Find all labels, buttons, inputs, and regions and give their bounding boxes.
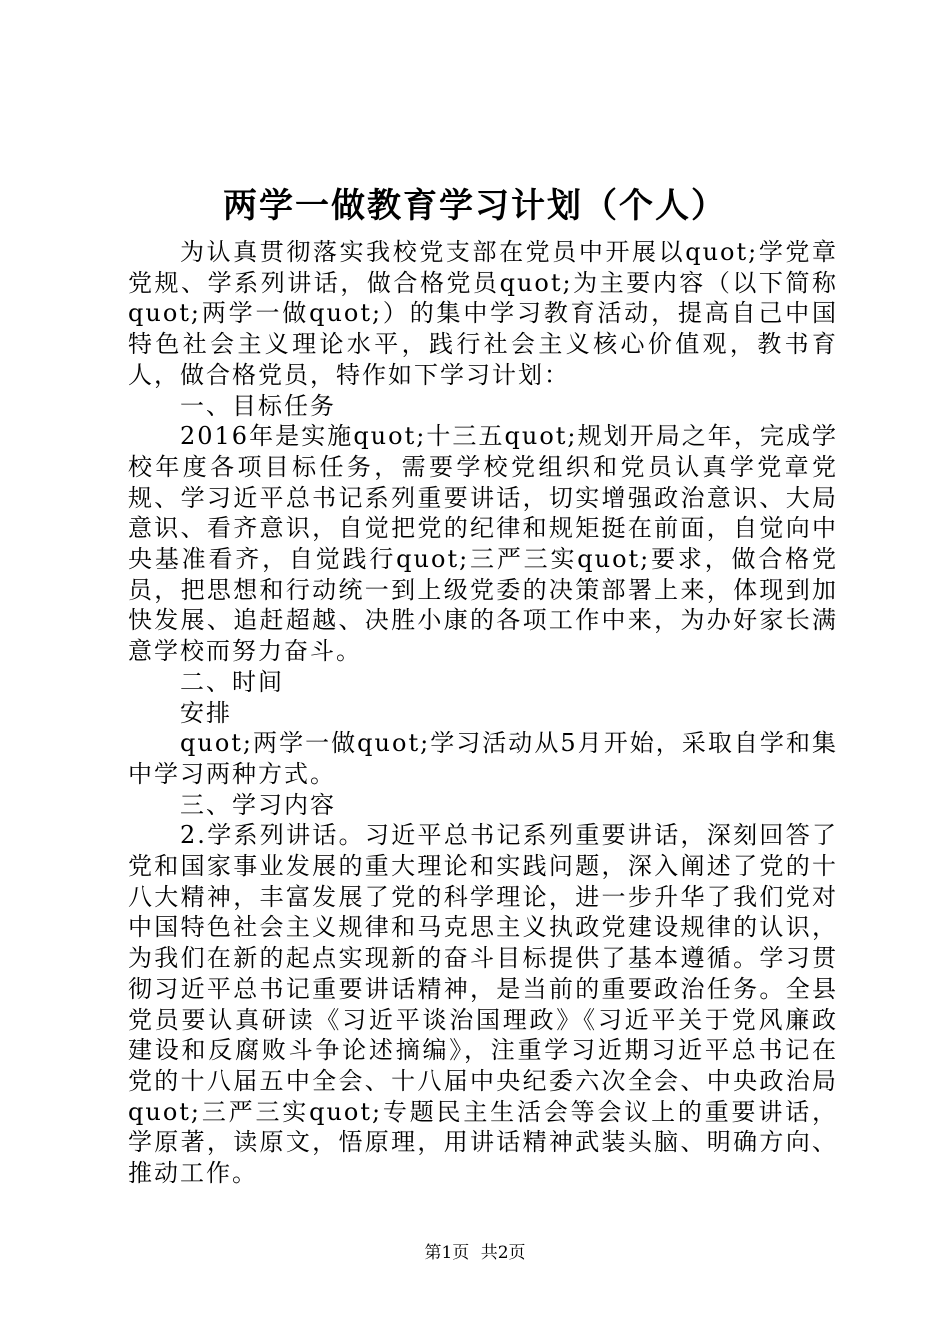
page-total: 共2页 [480,1243,526,1263]
intro-paragraph: 为认真贯彻落实我校党支部在党员中开展以quot;学党章党规、学系列讲话，做合格党员quot;为主要内容（以下简称quot;两学一做quot;）的集中学习教育活动，提高自己中国特色社会主义理论水平，践行社会主义核心价值观，教书育人，做合格党员，特作如下学习计划： [128,238,838,389]
goals-paragraph: 2016年是实施quot;十三五quot;规划开局之年，完成学校年度各项目标任务，需要学校党组织和党员认真学党章党规、学习近平总书记系列重要讲话，切实增强政治意识、大局意识、看齐意识，自觉把党的纪律和规矩挺在前面，自觉向中央基准看齐，自觉践行quot;三严三实quot;要求，做合格党员，把思想和行动统一到上级党委的决策部署上来，体现到加快发展、追赶超越、决胜小康的各项工作中来，为办好家长满意学校而努力奋斗。 [128,422,838,666]
document-body [128,237,838,1189]
page-number: 第1页 [424,1243,470,1263]
section-heading-content: 三、学习内容 [180,790,336,819]
content-paragraph: 2.学系列讲话。习近平总书记系列重要讲话，深刻回答了党和国家事业发展的重大理论和实践问题，深入阐述了党的十八大精神，丰富发展了党的科学理论，进一步升华了我们党对中国特色社会主义规律和马克思主义执政党建设规律的认识，为我们在新的起点实现新的奋斗目标提供了基本遵循。学习贯彻习近平总书记重要讲话精神，是当前的重要政治任务。全县党员要认真研读《习近平谈治国理政》《习近平关于党风廉政建设和反腐败斗争论述摘编》，注重学习近期习近平总书记在党的十八届五中全会、十八届中央纪委六次全会、中央政治局quot;三严三实quot;专题民主生活会等会议上的重要讲话，学原著，读原文，悟原理，用讲话精神武装头脑、明确方向、推动工作。 [128,821,838,1188]
schedule-paragraph: quot;两学一做quot;学习活动从5月开始，采取自学和集中学习两种方式。 [128,729,838,788]
page-footer [0,1242,950,1264]
schedule-label: 安排 [180,698,232,727]
section-heading-time: 二、时间 [180,667,284,696]
document-title: 两学一做教育学习计划（个人） [223,186,727,226]
section-heading-goals: 一、目标任务 [180,391,336,420]
